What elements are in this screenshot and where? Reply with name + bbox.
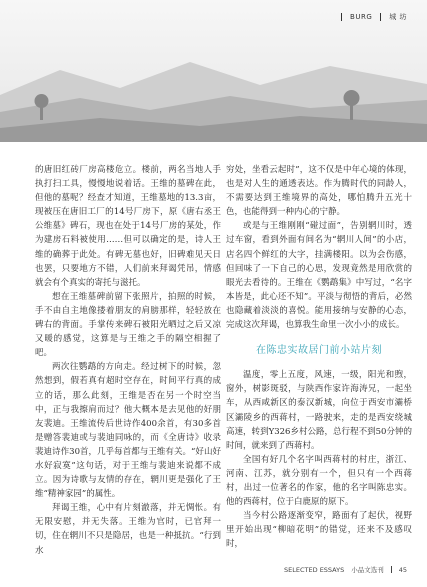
publication-title-cn: 小品文选刊	[351, 566, 384, 574]
section-heading: 在陈忠实故居门前小站片刻	[256, 345, 382, 357]
category-label: 城 坊	[389, 13, 407, 21]
paragraph: 拜谒王维，心中有片刻澈落，并无惆怅。有无限安慰，并无失落。王维为官时，已官拜一切，住在辋川不只是隐居，也是一种抵抗。“行到水	[35, 503, 221, 556]
page-number: 45	[398, 565, 407, 574]
running-header	[341, 12, 407, 22]
page-footer	[284, 565, 407, 574]
paragraph: 两次往鹦鹉的方向走。经过树下的时候，忽然想到，假若真有超时空存在，时间平行真的成立的话，那么此刻，王维是否在另一个时空当中，正与我擦肩而过？他大概本是去见他的好朋友裴迪。王维流传后世诗作400余首，有30多首是赠答裴迪或与裴迪同咏的，而《全唐诗》收录裴迪诗作30首，几乎每首都与王维有关。“好山好水好寂寞”这句话，对于王维与裴迪来说都不成立。因为诗歌与友情的存在，辋川更是强化了王维“精神家园”的属性。	[35, 362, 221, 500]
header-divider	[380, 13, 381, 21]
paragraph: 穷处，坐看云起时”，这不仅是中年心境的体现，也是对人生的通透表达。作为腾时代的同龄人，不需要达到王维境界的高处，哪怕腾升五光十色，也能得到一种内心的宁静。	[226, 165, 412, 218]
header-divider	[341, 13, 342, 21]
paragraph: 全国有好几个名字叫西蒋村的村庄，浙江、河南、江苏，就分别有一个，但只有一个西蒋村，出过一位著名的作家，他的名字叫陈忠实。他的西蒋村，位于白鹿原的原下。	[226, 454, 412, 508]
section-label: BURG	[350, 13, 373, 21]
paragraph: 想在王维墓碑前留下张照片，拍照的时候，手不由自主地像搂着朋友的肩膀那样，轻轻放在碑右的背面。手掌传来碑石被阳光晒过之后又凉又暖的感觉，这算是与王维之手的隔空相握了吧。	[35, 291, 221, 359]
paragraph: 当今村公路逐渐变窄，路面有了起伏，视野里开始出现“柳暗花明”的错觉，还来不及感叹时，	[226, 511, 412, 550]
paragraph: 温度，零上五度，风速，一级，阳光和煦，窗外，树影斑驳，与陕西作家许海涛兄，一起坐车，从西咸新区的泰汉新城，向位于西安市灞桥区灞陵乡的西蒋村，一路驶来，走的是西安绕城高速，转到Y326乡村公路，总行程不到50分钟的时间，就来到了西蒋村。	[226, 370, 412, 451]
publication-title-en: SELECTED ESSAYS	[284, 565, 345, 574]
footer-divider	[391, 566, 392, 573]
right-column	[226, 163, 412, 551]
paragraph: 或是与王维刚刚“碰过面”，告别辋川时，透过车窗，看到外面有间名为“辋川人间”的小店，店名四个鲜红的大字，挂满楼阳。以为会伤感，但回味了一下自己的心思，发现竟然是用欣赏的眼光去看待的。王维在《鹦鹉集》中写过，“名字本皆是，此心还不知”。平淡与彻悟的背后，必然也隐藏着淡淡的喜悦。能用接纳与安静的心态，完成这次拜谒，也算我生命里一次小小的成长。	[226, 221, 412, 331]
paragraph: 的唐旧红砖厂房高楼危立。楼前，两名当地人手执打扫工具，慢慢地说着话。王维的墓碑在此，但他的墓呢？经查才知道，王维墓地的13.3亩，现被压在唐旧工厂的14号厂房下，原《唐右丞王公维墓》碑石，现也在处于14号厂房的某处，作为建房石料被使用……但可以确定的是，诗人王维的确葬于此处。有碑无墓也好，旧碑难见天日也罢，只要地方不错，人们前来拜谒凭吊，情感就会有个真实的寄托与滋托。	[35, 165, 221, 288]
left-column	[35, 163, 221, 558]
